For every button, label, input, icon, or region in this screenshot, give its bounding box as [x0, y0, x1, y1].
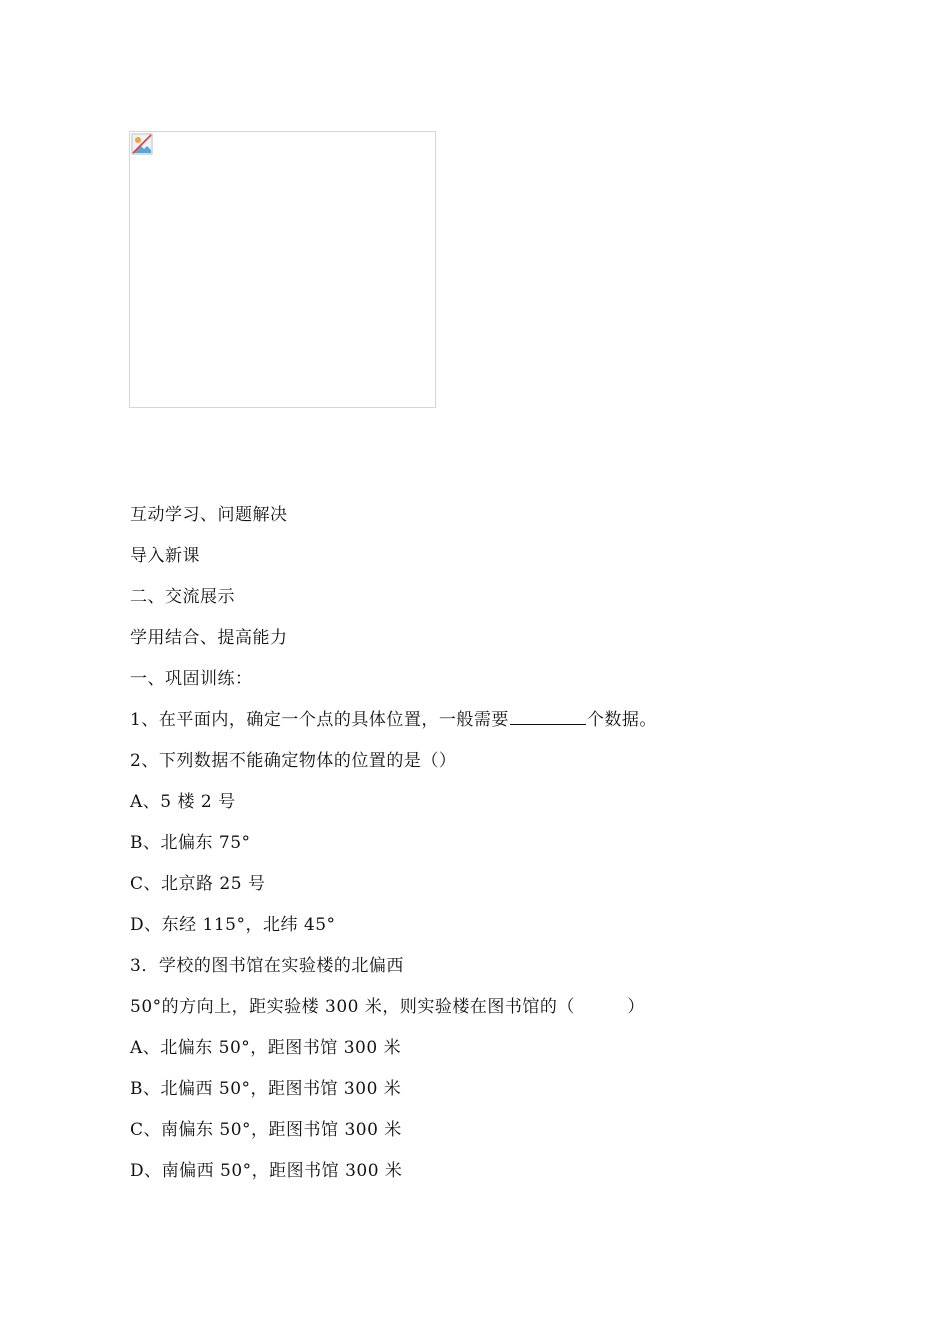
- image-placeholder: [129, 131, 436, 408]
- question-3-option-d: D、南偏西 50°，距图书馆 300 米: [130, 1161, 403, 1181]
- heading-new-lesson: 导入新课: [130, 546, 200, 566]
- question-3-option-a: A、北偏东 50°，距图书馆 300 米: [130, 1038, 402, 1058]
- answer-blank: [510, 706, 586, 725]
- question-3-continued: 50°的方向上，距实验楼 300 米，则实验楼在图书馆的（ ）: [130, 997, 645, 1017]
- question-3-option-c: C、南偏东 50°，距图书馆 300 米: [130, 1120, 402, 1140]
- question-1-tail: 个数据。: [586, 710, 657, 730]
- heading-apply-improve: 学用结合、提高能力: [130, 628, 288, 648]
- question-2-option-c: C、北京路 25 号: [130, 874, 266, 894]
- document-body: [130, 501, 830, 1198]
- question-2-option-b: B、北偏东 75°: [130, 833, 251, 853]
- question-3: 3．学校的图书馆在实验楼的北偏西: [130, 956, 404, 976]
- heading-interactive-learning: 互动学习、问题解决: [130, 505, 288, 525]
- heading-consolidation-practice: 一、巩固训练：: [130, 669, 253, 689]
- question-3-option-b: B、北偏西 50°，距图书馆 300 米: [130, 1079, 402, 1099]
- question-1-text: 1、在平面内，确定一个点的具体位置，一般需要: [130, 710, 509, 730]
- question-2-option-a: A、5 楼 2 号: [130, 792, 236, 812]
- heading-exchange-display: 二、交流展示: [130, 587, 235, 607]
- question-1: [130, 706, 830, 747]
- question-2-option-d: D、东经 115°，北纬 45°: [130, 915, 336, 935]
- broken-image-icon: [131, 133, 153, 155]
- question-2: 2、下列数据不能确定物体的位置的是（）: [130, 751, 457, 771]
